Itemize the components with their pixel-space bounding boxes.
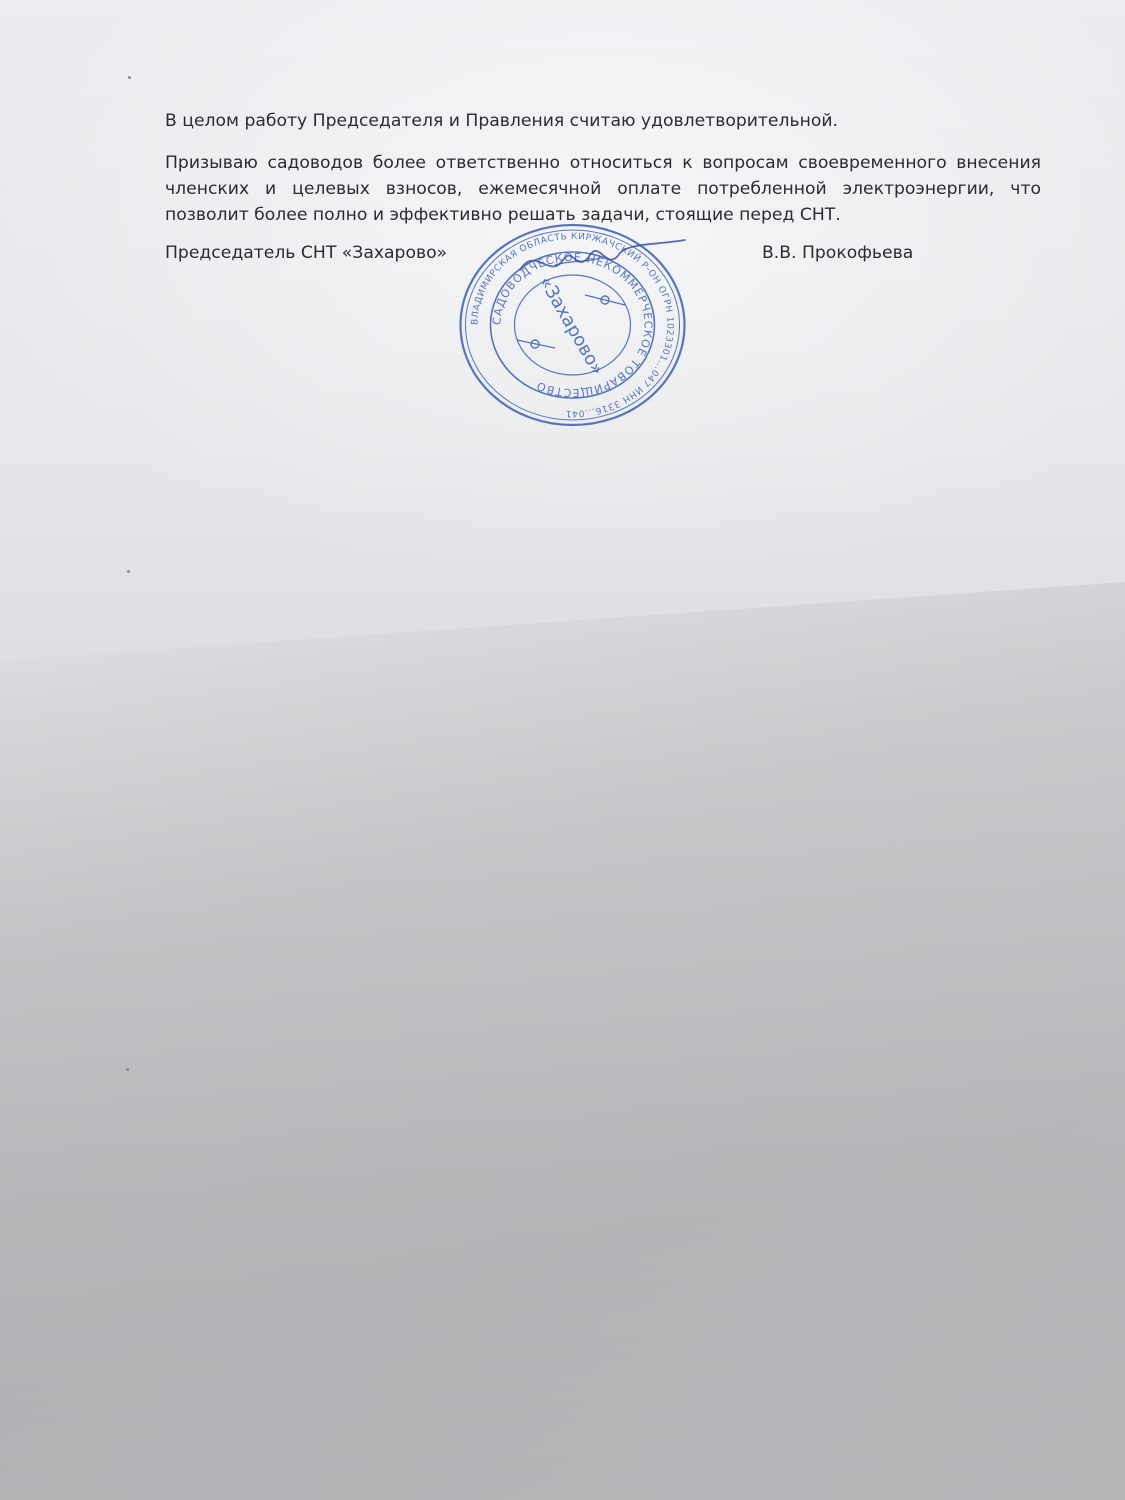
handwritten-signature bbox=[515, 225, 690, 295]
stamp-center-text: «Захарово» bbox=[534, 272, 608, 379]
stamp-inner-text: САДОВОДЧЕСКОЕ НЕКОММЕРЧЕСКОЕ ТОВАРИЩЕСТВО bbox=[490, 250, 655, 400]
signature-name: В.В. Прокофьева bbox=[762, 243, 914, 263]
margin-mark bbox=[127, 570, 130, 573]
signature-role: Председатель СНТ «Захарово» bbox=[165, 243, 448, 263]
photo-shadow bbox=[0, 566, 1125, 1500]
margin-mark bbox=[126, 1068, 129, 1071]
paragraph-appeal: Призываю садоводов более ответственно относиться к вопросам своевременного внесения членских и целевых взносов, ежемесячной оплате потребленной электроэнергии, что позволит более полно и эффективно решать задачи, стоящие перед СНТ. bbox=[165, 153, 1041, 225]
paragraph-conclusion: В целом работу Председателя и Правления считаю удовлетворительной. bbox=[165, 111, 839, 131]
stamp-outer-text: ВЛАДИМИРСКАЯ ОБЛАСТЬ КИРЖАЧСКИЙ Р-ОН ОГРН 1023301...047 ИНН 3316...041 bbox=[470, 231, 675, 419]
margin-mark bbox=[128, 76, 131, 79]
